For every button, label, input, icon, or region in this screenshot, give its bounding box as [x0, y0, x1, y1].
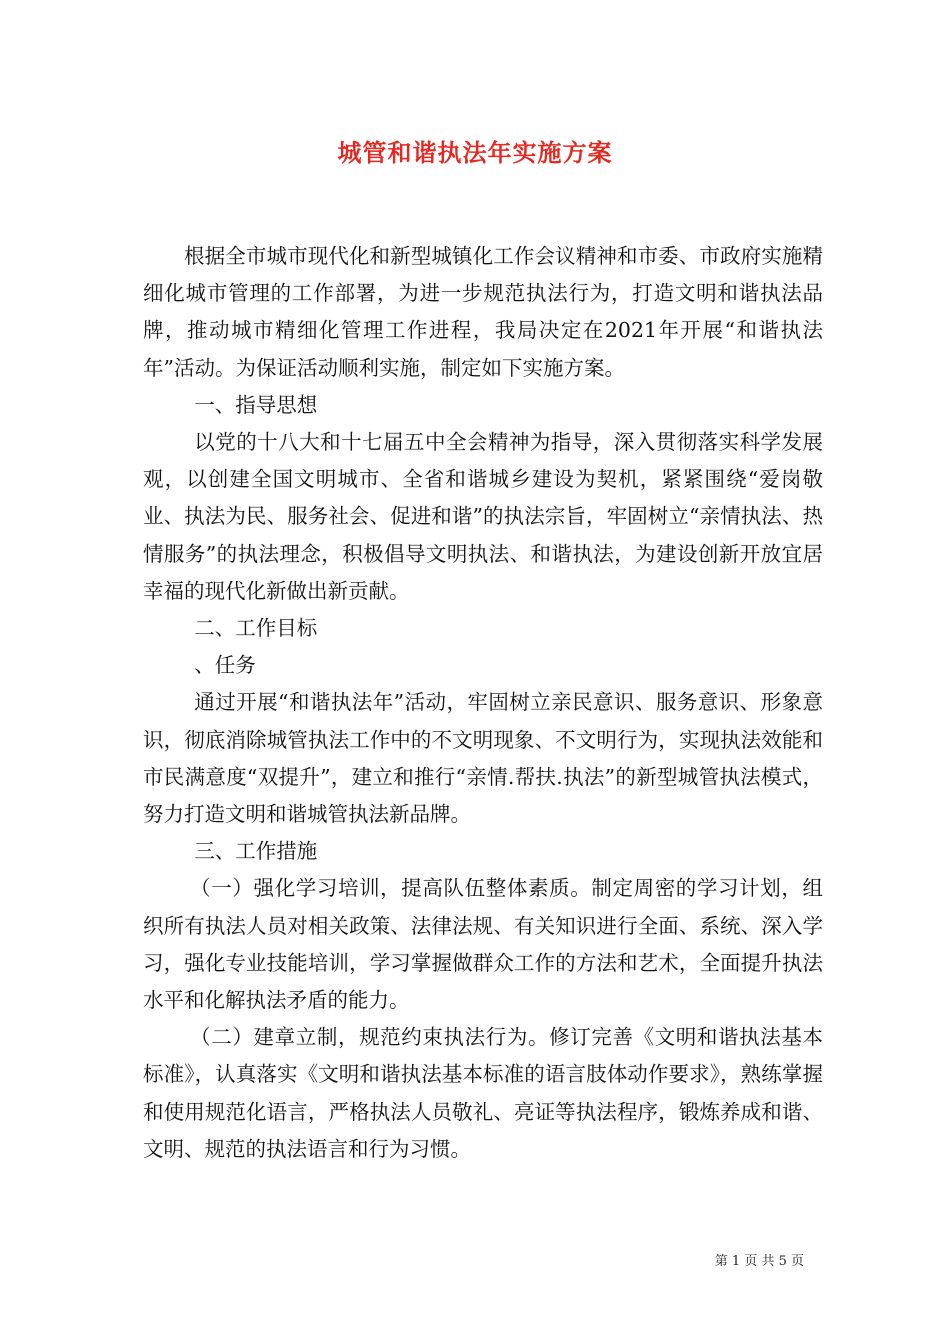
work-goal-paragraph: 通过开展“和谐执法年”活动，牢固树立亲民意识、服务意识、形象意识，彻底消除城管执法工作中的不文明现象、不文明行为，实现执法效能和市民满意度“双提升”，建立和推行“亲情.帮扶.执法”的新型城管执法模式，努力打造文明和谐城管执法新品牌。: [143, 690, 823, 827]
intro-paragraph: 根据全市城市现代化和新型城镇化工作会议精神和市委、市政府实施精细化城市管理的工作部署，为进一步规范执法行为，打造文明和谐执法品牌，推动城市精细化管理工作进程，我局决定在2021年开展“和谐执法年”活动。为保证活动顺利实施，制定如下实施方案。: [143, 244, 823, 380]
section-heading-2-continued: 、任务: [194, 653, 256, 678]
document-title: 城管和谐执法年实施方案: [337, 138, 613, 167]
document-body: [143, 238, 823, 1168]
page-number-footer: 第 1 页 共 5 页: [714, 1254, 804, 1269]
section-heading-3: 三、工作措施: [194, 839, 318, 864]
section-heading-1: 一、指导思想: [194, 392, 318, 417]
measure-2-paragraph: （二）建章立制，规范约束执法行为。修订完善《文明和谐执法基本标准》，认真落实《文明和谐执法基本标准的语言肢体动作要求》，熟练掌握和使用规范化语言，严格执法人员敬礼、亮证等执法程序，锻炼养成和谐、文明、规范的执法语言和行为习惯。: [143, 1025, 823, 1161]
guiding-thought-paragraph: 以党的十八大和十七届五中全会精神为指导，深入贯彻落实科学发展观，以创建全国文明城市、全省和谐城乡建设为契机，紧紧围绕“爱岗敬业、执法为民、服务社会、促进和谐”的执法宗旨，牢固树立“亲情执法、热情服务”的执法理念，积极倡导文明执法、和谐执法，为建设创新开放宜居幸福的现代化新做出新贡献。: [143, 430, 823, 603]
section-heading-2: 二、工作目标: [194, 616, 318, 641]
measure-1-paragraph: （一）强化学习培训，提高队伍整体素质。制定周密的学习计划，组织所有执法人员对相关政策、法律法规、有关知识进行全面、系统、深入学习，强化专业技能培训，学习掌握做群众工作的方法和艺术，全面提升执法水平和化解执法矛盾的能力。: [143, 876, 823, 1013]
